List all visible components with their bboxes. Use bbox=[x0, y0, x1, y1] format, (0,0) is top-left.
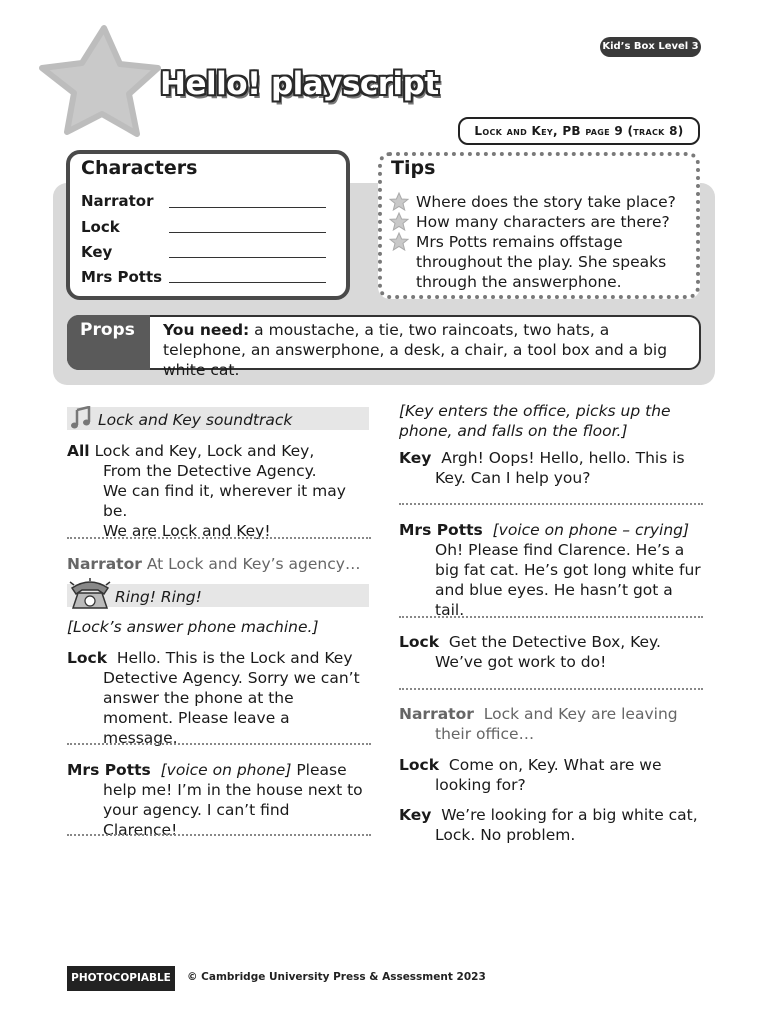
speech-mrs-potts bbox=[399, 520, 705, 620]
speaker-name: Mrs Potts bbox=[399, 521, 483, 539]
dialogue-text: Argh! Oops! Hello, hello. This is Key. Can I help you? bbox=[435, 449, 685, 487]
star-bullet-icon bbox=[389, 192, 409, 211]
dialogue-text: Come on, Key. What are we looking for? bbox=[435, 756, 662, 794]
speaker-name: Lock bbox=[399, 756, 440, 774]
song-line: We can find it, wherever it may be. bbox=[103, 482, 346, 520]
page-title: Hello! playscript bbox=[160, 66, 439, 102]
dotted-divider bbox=[67, 834, 371, 836]
tip-item: Mrs Potts remains offstage throughout the play. She speaks through the answerphone. bbox=[416, 233, 667, 291]
speech-key bbox=[399, 805, 705, 845]
dotted-divider bbox=[399, 503, 703, 505]
props-text bbox=[163, 320, 693, 380]
voice-direction: [voice on phone – crying] bbox=[492, 521, 690, 539]
character-write-line bbox=[169, 257, 326, 258]
sound-effect: Ring! Ring! bbox=[115, 588, 202, 606]
speech-narrator bbox=[399, 704, 705, 744]
source-reference: Lock and Key, PB page 9 (track 8) bbox=[458, 117, 700, 145]
photocopiable-badge: PHOTOCOPIABLE bbox=[67, 966, 175, 991]
dialogue-text: Oh! Please find Clarence. He’s a big fat cat. He’s got long white fur and blue eyes. He hasn’t got a tail. bbox=[435, 541, 701, 619]
tips-title: Tips bbox=[391, 157, 436, 179]
speaker-name: Key bbox=[399, 806, 432, 824]
character-name: Narrator bbox=[81, 192, 154, 210]
song-line: We are Lock and Key! bbox=[103, 522, 271, 540]
star-icon bbox=[34, 22, 164, 146]
song-line: Lock and Key, Lock and Key, bbox=[94, 442, 315, 460]
speaker-name: Narrator bbox=[67, 555, 142, 573]
speech-key bbox=[399, 448, 705, 488]
speaker-name: Key bbox=[399, 449, 432, 467]
speaker-name: Lock bbox=[399, 633, 440, 651]
narration-text: At Lock and Key’s agency… bbox=[146, 555, 361, 573]
character-write-line bbox=[169, 232, 326, 233]
speech-all bbox=[67, 441, 367, 541]
dotted-divider bbox=[67, 537, 371, 539]
speaker-name: Mrs Potts bbox=[67, 761, 151, 779]
narration-text: Lock and Key are leaving their office… bbox=[435, 705, 678, 743]
speech-mrs-potts bbox=[67, 760, 363, 840]
character-write-line bbox=[169, 282, 326, 283]
star-bullet-icon bbox=[389, 232, 409, 251]
soundtrack-title: Lock and Key soundtrack bbox=[98, 411, 293, 429]
stage-direction: [Key enters the office, picks up the phone, and falls on the floor.] bbox=[399, 402, 671, 440]
dotted-divider bbox=[67, 743, 371, 745]
telephone-icon bbox=[68, 578, 112, 612]
speaker-name: Lock bbox=[67, 649, 108, 667]
music-note-icon bbox=[70, 406, 92, 430]
dotted-divider bbox=[399, 688, 703, 690]
star-bullet-icon bbox=[389, 212, 409, 231]
speaker-name: Narrator bbox=[399, 705, 474, 723]
props-lead: You need: bbox=[163, 321, 250, 339]
character-write-line bbox=[169, 207, 326, 208]
speech-lock bbox=[67, 648, 363, 748]
characters-title: Characters bbox=[81, 157, 198, 179]
speech-lock bbox=[399, 755, 705, 795]
dialogue-text: Hello. This is the Lock and Key Detective Agency. Sorry we can’t answer the phone at the moment. Please leave a message. bbox=[103, 649, 360, 747]
dialogue-text: We’re looking for a big white cat, Lock. No problem. bbox=[435, 806, 698, 844]
character-name: Key bbox=[81, 243, 113, 261]
speaker-name: All bbox=[67, 442, 90, 460]
level-badge: Kid’s Box Level 3 bbox=[600, 37, 701, 57]
character-name: Mrs Potts bbox=[81, 268, 163, 286]
tip-item: How many characters are there? bbox=[416, 213, 670, 231]
dotted-divider bbox=[399, 616, 703, 618]
copyright-notice: © Cambridge University Press & Assessment 2023 bbox=[187, 971, 486, 983]
ring-bar bbox=[67, 584, 369, 607]
stage-direction: [Lock’s answer phone machine.] bbox=[67, 618, 319, 636]
props-list: a moustache, a tie, two raincoats, two hats, a telephone, an answerphone, a desk, a chair, a tool box and a big white cat. bbox=[163, 321, 668, 379]
speech-lock bbox=[399, 632, 705, 672]
voice-direction: [voice on phone] bbox=[160, 761, 292, 779]
props-label: Props bbox=[67, 315, 150, 370]
song-line: From the Detective Agency. bbox=[103, 462, 317, 480]
dialogue-text: Please help me! I’m in the house next to your agency. I can’t find Clarence! bbox=[103, 761, 363, 839]
character-name: Lock bbox=[81, 218, 120, 236]
dialogue-text: Get the Detective Box, Key. We’ve got work to do! bbox=[435, 633, 661, 671]
tip-item: Where does the story take place? bbox=[416, 193, 676, 211]
speech-narrator bbox=[67, 554, 367, 574]
